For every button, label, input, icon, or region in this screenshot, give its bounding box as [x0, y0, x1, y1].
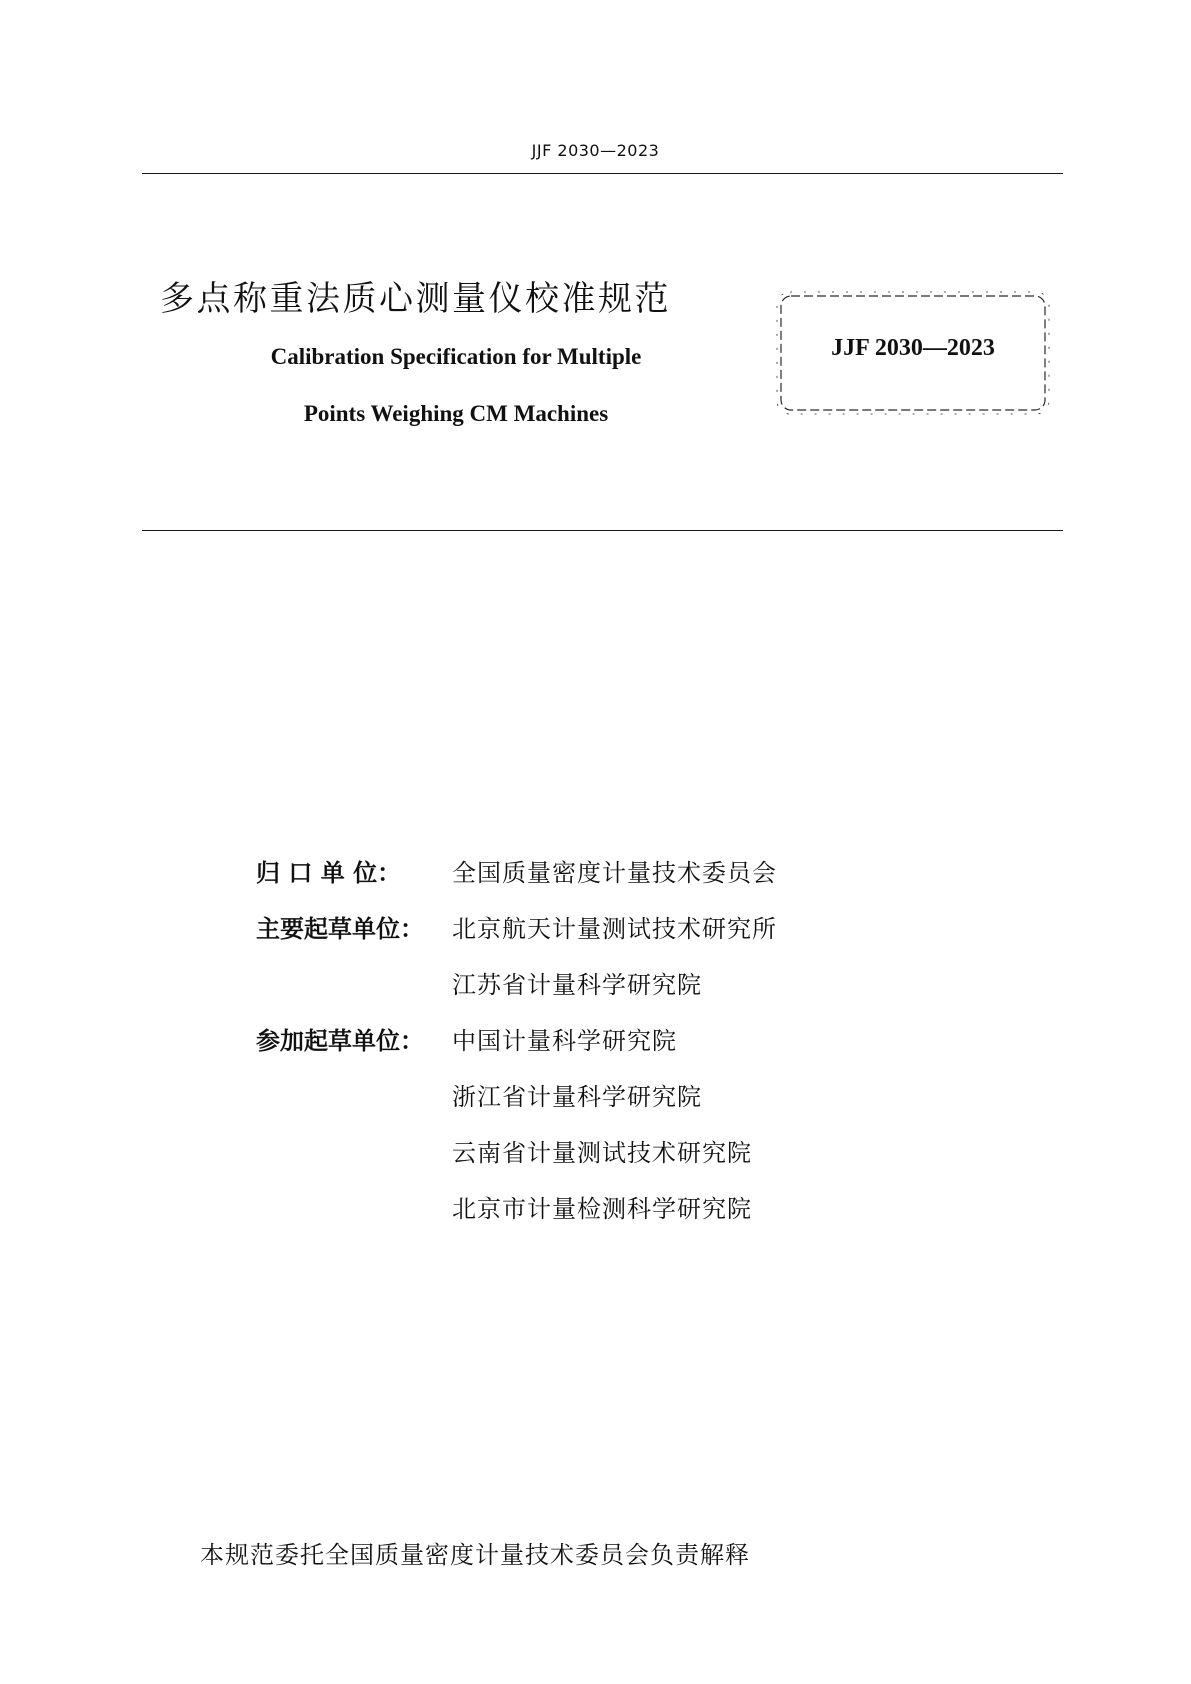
- document-title-chinese: 多点称重法质心测量仪校准规范: [160, 279, 671, 319]
- participating-unit-row: [256, 1024, 677, 1058]
- participating-unit-label: 参加起草单位：: [256, 1027, 424, 1055]
- standard-code: JJF 2030—2023: [831, 335, 995, 361]
- responsible-unit-row: [256, 856, 777, 890]
- participating-unit-name: 中国计量科学研究院: [452, 1027, 677, 1055]
- header-divider: [142, 173, 1063, 174]
- main-drafting-unit-label: 主要起草单位：: [256, 915, 424, 943]
- responsible-unit-name: 全国质量密度计量技术委员会: [452, 859, 777, 887]
- standard-code-box: [775, 290, 1051, 416]
- participating-unit-name: 云南省计量测试技术研究院: [452, 1139, 752, 1167]
- interpretation-note: 本规范委托全国质量密度计量技术委员会负责解释: [200, 1541, 750, 1569]
- main-drafting-unit-name: 江苏省计量科学研究院: [452, 971, 702, 999]
- document-title-english-line-2: Points Weighing CM Machines: [303, 401, 609, 426]
- main-drafting-unit-row: [256, 968, 702, 1002]
- main-drafting-unit-name: 北京航天计量测试技术研究所: [452, 915, 777, 943]
- participating-unit-row: [256, 1080, 702, 1114]
- section-divider: [142, 530, 1063, 531]
- header-standard-code: JJF 2030—2023: [531, 141, 660, 160]
- document-title-english-line-1: Calibration Specification for Multiple: [270, 344, 642, 369]
- main-drafting-unit-row: [256, 912, 777, 946]
- responsible-unit-label: 归 口 单 位：: [256, 859, 402, 887]
- participating-unit-row: [256, 1192, 752, 1226]
- participating-unit-row: [256, 1136, 752, 1170]
- participating-unit-name: 北京市计量检测科学研究院: [452, 1195, 752, 1223]
- participating-unit-name: 浙江省计量科学研究院: [452, 1083, 702, 1111]
